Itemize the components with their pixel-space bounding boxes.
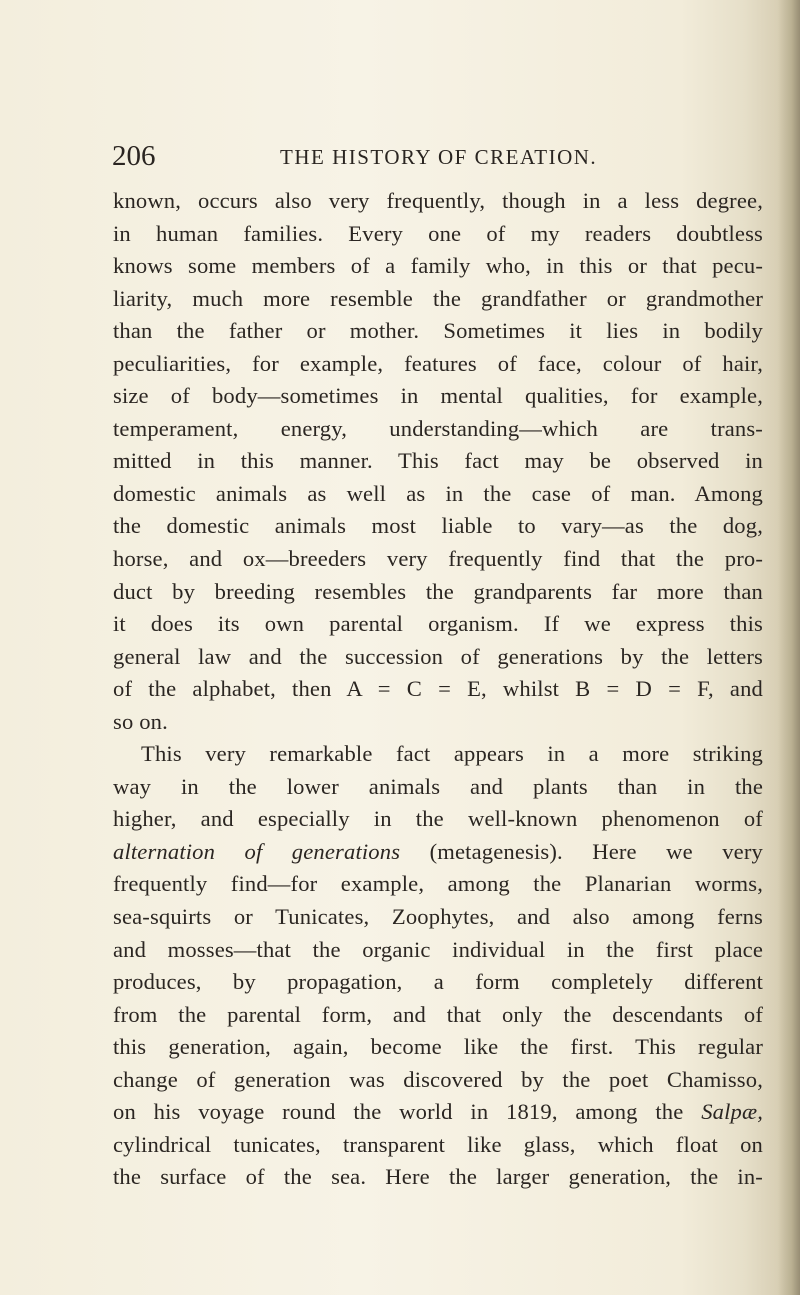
page-edge-shadow bbox=[778, 0, 800, 1295]
text-line: of the alphabet, then A = C = E, whilst B = D = F, and bbox=[113, 676, 763, 702]
running-head: THE HISTORY OF CREATION. bbox=[280, 145, 598, 169]
text-line: higher, and especially in the well-known phenomenon of bbox=[113, 806, 763, 832]
text-line: general law and the succession of generations by the letters bbox=[113, 643, 763, 669]
text-line: produces, by propagation, a form completely different bbox=[113, 969, 763, 995]
text-line: the surface of the sea. Here the larger generation, the in- bbox=[113, 1164, 763, 1190]
text-line: liarity, much more resemble the grandfather or grandmother bbox=[113, 285, 763, 311]
italic-term: Salpæ, bbox=[701, 1099, 763, 1125]
paragraph-start-line: This very remarkable fact appears in a more striking bbox=[141, 741, 763, 767]
body-text bbox=[113, 185, 763, 1194]
text-line: this generation, again, become like the first. This regular bbox=[113, 1034, 763, 1060]
text-line bbox=[113, 836, 763, 869]
page-number: 206 bbox=[112, 140, 156, 172]
text-line: mitted in this manner. This fact may be observed in bbox=[113, 448, 763, 474]
text-line: knows some members of a family who, in this or that pecu- bbox=[113, 253, 763, 279]
text-line: cylindrical tunicates, transparent like glass, which float on bbox=[113, 1131, 763, 1157]
italic-term: alternation of generations bbox=[113, 838, 401, 864]
text-line: it does its own parental organism. If we express this bbox=[113, 611, 763, 637]
text-line: from the parental form, and that only the descendants of bbox=[113, 1001, 763, 1027]
text-line: sea-squirts or Tunicates, Zoophytes, and also among ferns bbox=[113, 904, 763, 930]
text-line: change of generation was discovered by the poet Chamisso, bbox=[113, 1066, 763, 1092]
text-line: duct by breeding resembles the grandparents far more than bbox=[113, 578, 763, 604]
text-line: peculiarities, for example, features of face, colour of hair, bbox=[113, 350, 763, 376]
paragraph-end-line: so on. bbox=[113, 708, 168, 734]
text-line: in human families. Every one of my readers doubtless bbox=[113, 220, 763, 246]
text-line: the domestic animals most liable to vary—as the dog, bbox=[113, 513, 763, 539]
text-line bbox=[113, 1096, 763, 1129]
text-run: (metagenesis). Here we very bbox=[400, 838, 763, 864]
text-run: on his voyage round the world in 1819, among the bbox=[113, 1099, 702, 1125]
text-line: domestic animals as well as in the case of man. Among bbox=[113, 480, 763, 506]
text-line: size of body—sometimes in mental qualities, for example, bbox=[113, 383, 763, 409]
text-line: temperament, energy, understanding—which are trans- bbox=[113, 415, 763, 441]
text-line: horse, and ox—breeders very frequently find that the pro- bbox=[113, 546, 763, 572]
page-header bbox=[112, 138, 772, 174]
text-line: than the father or mother. Sometimes it lies in bodily bbox=[113, 318, 763, 344]
text-line: known, occurs also very frequently, though in a less degree, bbox=[113, 188, 763, 213]
text-line: and mosses—that the organic individual in the first place bbox=[113, 936, 763, 962]
text-line: frequently find—for example, among the Planarian worms, bbox=[113, 871, 763, 897]
text-line: way in the lower animals and plants than in the bbox=[113, 773, 763, 799]
